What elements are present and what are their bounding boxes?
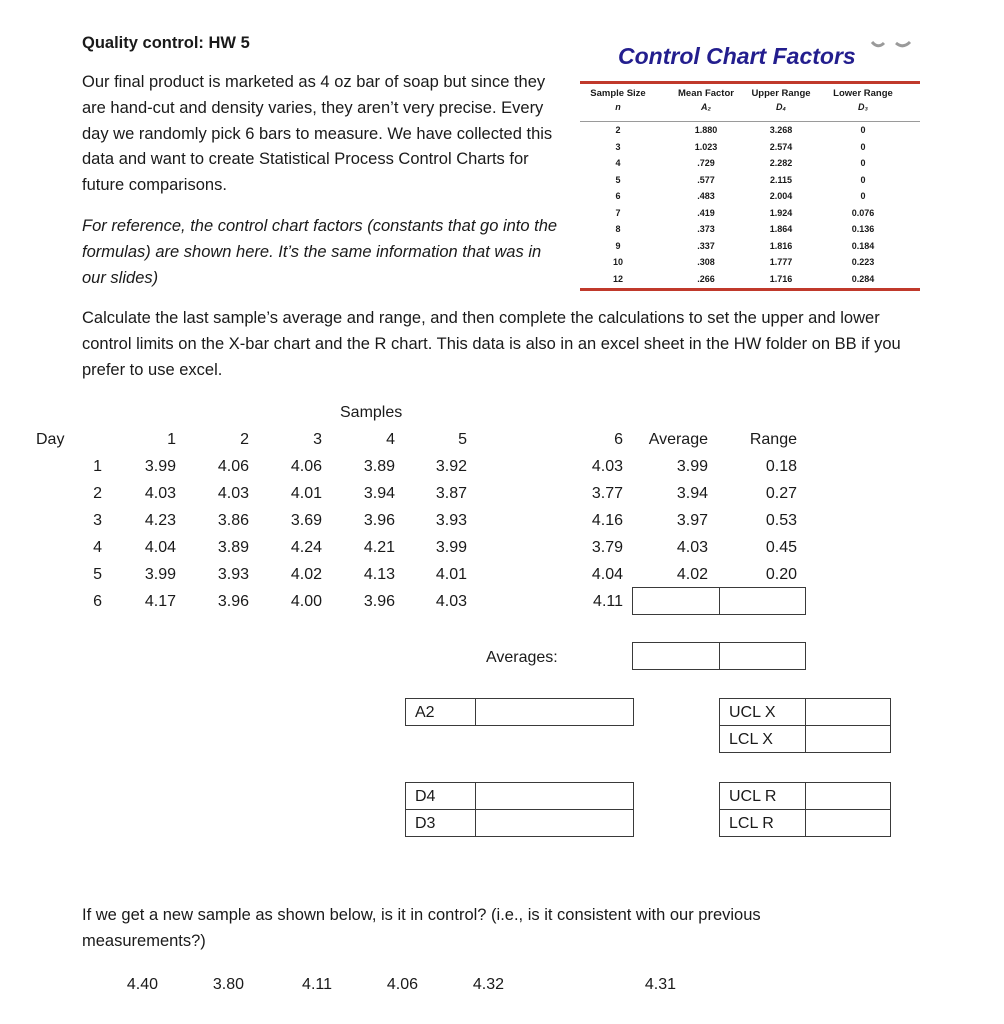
factors-cell: 0	[860, 174, 866, 185]
factors-cell: 2.004	[769, 191, 793, 201]
samples-heading: Samples	[340, 404, 403, 421]
grand-average-input[interactable]	[632, 642, 720, 670]
question-paragraph: If we get a new sample as shown below, is it in control? (i.e., is it consistent with our previous measurements?)	[82, 906, 761, 950]
factors-cell: 0	[860, 191, 866, 201]
factors-cell: 2.574	[769, 141, 793, 152]
day-number: 1	[93, 458, 102, 475]
factors-cell: 0	[860, 125, 866, 135]
sample-value: 4.24	[290, 539, 322, 556]
factors-cell: 2	[615, 125, 621, 135]
d4-label: D4	[405, 782, 476, 810]
factors-top-rule	[580, 81, 920, 84]
sample-value: 3.92	[435, 458, 467, 475]
sample-number-header: 6	[614, 431, 623, 448]
factors-cell: 0.076	[851, 207, 875, 218]
day-average: 4.02	[676, 566, 708, 583]
factors-cell: 1.023	[694, 141, 718, 152]
sample-number-header: 2	[240, 431, 249, 448]
day-range: 0.45	[765, 539, 797, 556]
sample-value: 4.02	[290, 566, 322, 583]
sample-value: 3.96	[363, 512, 395, 529]
new-sample-value: 4.32	[472, 976, 504, 993]
factors-cell: 9	[615, 240, 621, 251]
factors-cell: .373	[697, 224, 715, 234]
sample-value: 3.87	[435, 485, 467, 502]
sample-value: 4.01	[290, 485, 322, 502]
factors-cell: 2.282	[769, 158, 793, 168]
factors-cell: 8	[615, 224, 621, 234]
sample-value: 3.69	[290, 512, 322, 529]
factors-cell: 0	[860, 158, 866, 168]
sample-value: 4.03	[591, 458, 623, 475]
sample-value: 4.11	[593, 593, 623, 610]
factors-cell: .308	[697, 257, 715, 267]
sample-value: 3.79	[591, 539, 623, 556]
day-number: 3	[93, 512, 102, 529]
sample-value: 4.23	[144, 512, 176, 529]
factors-column-symbol: A₂	[701, 102, 711, 112]
average-range-input[interactable]	[719, 642, 806, 670]
factors-title: Control Chart Factors	[618, 43, 856, 69]
sample-number-header: 4	[386, 431, 395, 448]
sample-value: 3.89	[217, 539, 249, 556]
intro-paragraph: Our final product is marketed as 4 oz bar of soap but since they are hand-cut and density varies, they aren’t very precise. Every day we randomly pick 6 bars to measure. We have collected this data and want to create Statistical Process Control Charts for future comparisons.	[82, 73, 553, 195]
new-sample-value: 3.80	[212, 976, 244, 993]
averages-label: Averages:	[486, 649, 558, 666]
factors-cell: 10	[612, 257, 623, 267]
sample-value: 4.17	[144, 593, 176, 610]
lcl-r-label: LCL R	[719, 809, 806, 837]
day-average: 3.97	[676, 512, 708, 529]
sample-value: 4.13	[363, 566, 395, 583]
factors-column-header: Lower Range	[833, 88, 893, 99]
factors-cell: 7	[615, 207, 621, 218]
control-chart-factors-panel	[580, 40, 920, 292]
sample-value: 3.99	[144, 458, 176, 475]
lcl-x-input[interactable]	[805, 725, 891, 753]
sample-value: 3.96	[363, 593, 395, 610]
factors-cell: 1.880	[694, 125, 718, 135]
day-range: 0.53	[765, 512, 797, 529]
factors-cell: 0	[860, 141, 866, 152]
factors-cell: 5	[615, 174, 621, 185]
lcl-x-label: LCL X	[719, 725, 806, 753]
day-heading: Day	[36, 431, 65, 448]
average-heading: Average	[648, 431, 708, 448]
ucl-x-input[interactable]	[805, 698, 891, 726]
factors-column-symbol: n	[615, 102, 621, 112]
factors-cell: 2.115	[769, 174, 793, 185]
day-number: 6	[93, 593, 102, 610]
sample-value: 4.16	[591, 512, 623, 529]
day-range: 0.20	[765, 566, 797, 583]
d3-input[interactable]	[475, 809, 634, 837]
d3-label: D3	[405, 809, 476, 837]
factors-cell: 1.816	[769, 240, 793, 251]
factors-bottom-rule	[580, 288, 920, 291]
factors-cell: 0.223	[851, 257, 875, 267]
factors-cell: 1.716	[769, 273, 793, 284]
factors-cell: 0.184	[851, 240, 875, 251]
day6-average-input[interactable]	[632, 587, 720, 615]
curl-decoration-icon	[870, 40, 914, 50]
reference-paragraph: For reference, the control chart factors (constants that go into the formulas) are shown here. It’s the same information that was in our slides)	[82, 217, 558, 287]
sample-value: 3.99	[144, 566, 176, 583]
sample-value: 4.00	[290, 593, 322, 610]
factors-cell: 0.136	[851, 224, 875, 234]
ucl-x-label: UCL X	[719, 698, 806, 726]
day-range: 0.27	[765, 485, 797, 502]
sample-value: 4.06	[290, 458, 322, 475]
factors-column-header: Sample Size	[590, 88, 646, 99]
day6-range-input[interactable]	[719, 587, 806, 615]
factors-cell: .577	[697, 174, 715, 185]
instructions-paragraph: Calculate the last sample’s average and range, and then complete the calculations to set the upper and lower control limits on the X-bar chart and the R chart. This data is also in an excel sheet in the HW folder on BB if you prefer to use excel.	[82, 309, 901, 379]
sample-number-header: 5	[458, 431, 467, 448]
sample-value: 3.93	[217, 566, 249, 583]
sample-value: 4.03	[144, 485, 176, 502]
day-average: 3.99	[676, 458, 708, 475]
factors-cell: 12	[612, 273, 623, 284]
ucl-r-label: UCL R	[719, 782, 806, 810]
factors-cell: .337	[697, 240, 715, 251]
a2-label: A2	[405, 698, 476, 726]
factors-cell: 1.864	[769, 224, 793, 234]
sample-number-header: 1	[167, 431, 176, 448]
ucl-r-input[interactable]	[805, 782, 891, 810]
factors-column-symbol: D₄	[775, 102, 787, 112]
new-sample-value: 4.11	[302, 976, 332, 993]
day-number: 2	[93, 485, 102, 502]
factors-cell: .483	[697, 191, 715, 201]
day-number: 5	[93, 566, 102, 583]
new-sample-value: 4.31	[644, 976, 676, 993]
sample-value: 4.21	[363, 539, 395, 556]
factors-cell: 6	[615, 191, 621, 201]
sample-value: 4.03	[217, 485, 249, 502]
factors-cell: 1.924	[769, 207, 793, 218]
sample-value: 3.89	[363, 458, 395, 475]
d4-input[interactable]	[475, 782, 634, 810]
factors-column-symbol: D₃	[858, 102, 868, 112]
a2-input[interactable]	[475, 698, 634, 726]
day-range: 0.18	[765, 458, 797, 475]
sample-value: 3.96	[217, 593, 249, 610]
sample-value: 4.04	[591, 566, 623, 583]
sample-value: 3.93	[435, 512, 467, 529]
sample-value: 3.77	[591, 485, 623, 502]
factors-column-header: Mean Factor	[678, 88, 734, 99]
sample-value: 3.86	[217, 512, 249, 529]
sample-value: 4.04	[144, 539, 176, 556]
day-number: 4	[93, 539, 102, 556]
sample-value: 3.99	[435, 539, 467, 556]
sample-value: 4.03	[435, 593, 467, 610]
factors-cell: .729	[697, 158, 715, 168]
day-average: 3.94	[676, 485, 708, 502]
sample-number-header: 3	[313, 431, 322, 448]
range-heading: Range	[749, 431, 797, 448]
new-sample-value: 4.40	[126, 976, 158, 993]
new-sample-value: 4.06	[386, 976, 418, 993]
sample-value: 4.01	[435, 566, 467, 583]
factors-cell: 3	[615, 141, 621, 152]
factors-cell: .419	[697, 207, 715, 218]
factors-cell: 0.284	[851, 273, 875, 284]
factors-cell: 1.777	[769, 257, 793, 267]
factors-column-header: Upper Range	[751, 88, 811, 99]
factors-header-rule	[580, 121, 920, 122]
lcl-r-input[interactable]	[805, 809, 891, 837]
factors-cell: 4	[615, 158, 621, 168]
day-average: 4.03	[676, 539, 708, 556]
sample-value: 4.06	[217, 458, 249, 475]
sample-value: 3.94	[363, 485, 395, 502]
factors-cell: .266	[697, 273, 715, 284]
page-title: Quality control: HW 5	[82, 34, 250, 52]
factors-cell: 3.268	[769, 125, 793, 135]
